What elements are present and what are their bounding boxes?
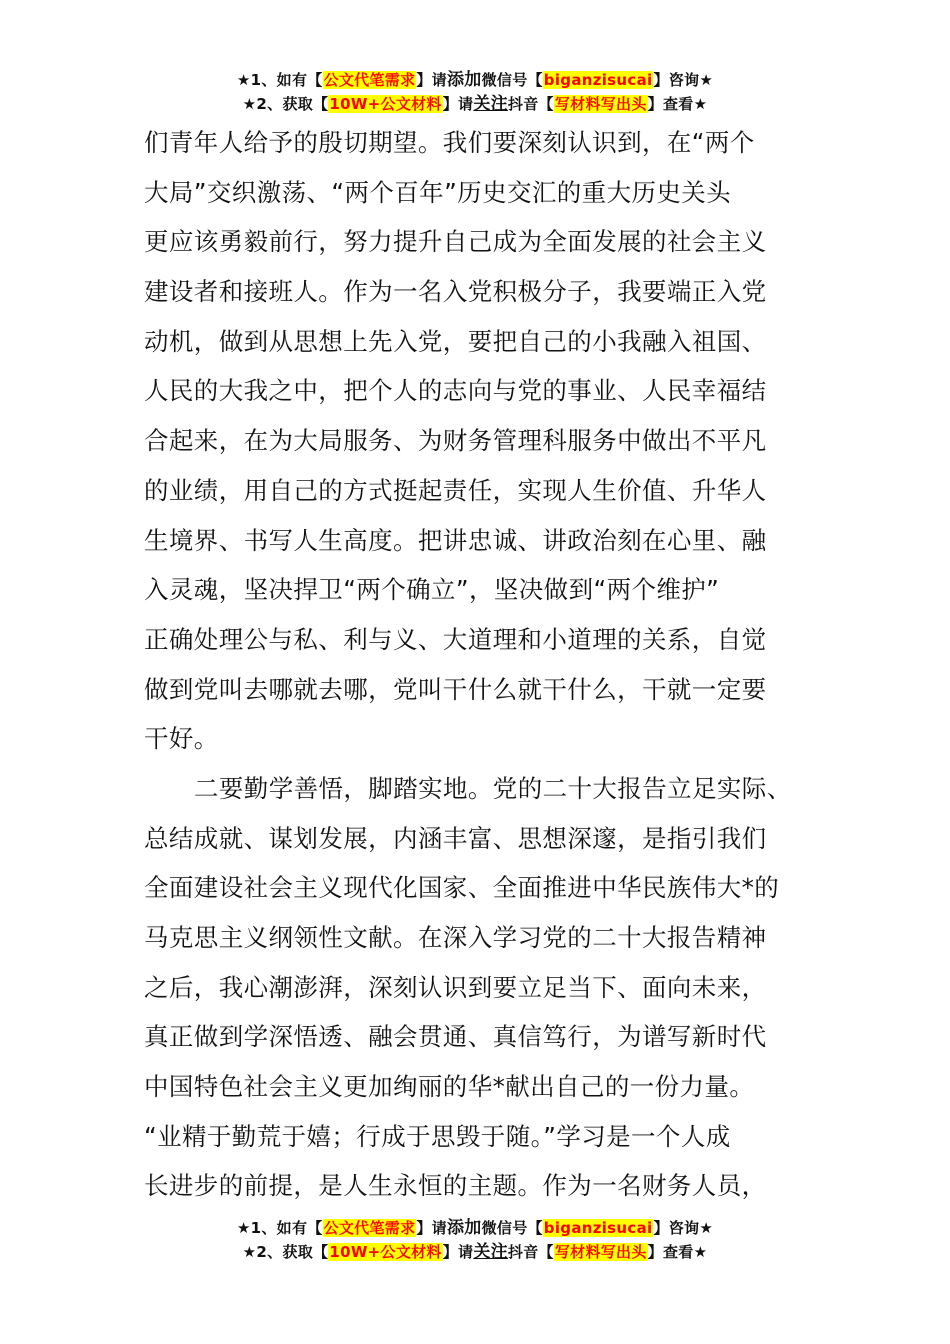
banner-text: 2、获取【 [256,1243,329,1261]
highlight-materials: 10W+公文材料 [329,1243,442,1261]
star-icon: ★ [236,71,251,89]
highlight-douyin: 写材料写出头 [554,95,647,113]
banner-text: 1、如有【 [250,1219,323,1237]
banner-line-2 [0,92,950,116]
highlight-service: 公文代笔需求 [323,1219,416,1237]
banner-text: 】查看★ [647,95,708,113]
text-line: 马克思主义纲领性文献。在深入学习党的二十大报告精神 [144,923,767,952]
highlight-materials: 10W+公文材料 [329,95,442,113]
banner-text: 】请 [442,95,474,113]
banner-line-1 [0,68,950,92]
text-line: 做到党叫去哪就去哪，党叫干什么就干什么，干就一定要 [144,674,767,704]
text-line: 人民的大我之中，把个人的志向与党的事业、人民幸福结 [144,376,767,406]
banner-line-1 [0,1216,950,1240]
text-line: 正确处理公与私、利与义、大道理和小道理的关系，自觉 [144,624,767,654]
paragraph-start-line: 二要勤学善悟，脚踏实地。党的二十大报告立足实际、 [194,773,792,803]
text-line: 合起来，在为大局服务、为财务管理科服务中做出不平凡 [144,426,767,456]
document-body [144,118,812,1211]
bottom-banner [0,1216,950,1264]
banner-emphasis: 关注 [473,94,508,114]
text-line: 们青年人给予的殷切期望。我们要深刻认识到，在“两个 [144,128,755,157]
banner-text: 】请 [416,1219,447,1237]
highlight-wechat-id: biganzisucai [543,1219,653,1237]
star-icon: ★ [236,1219,251,1237]
banner-text: 】咨询★ [653,1219,714,1237]
text-line: 建设者和接班人。作为一名入党积极分子，我要端正入党 [144,277,767,307]
text-line: 的业绩，用自己的方式挺起责任，实现人生价值、升华人 [144,475,767,505]
banner-text: 1、如有【 [250,71,323,89]
text-line: 动机，做到从思想上先入党，要把自己的小我融入祖国、 [144,326,767,356]
banner-text: 】查看★ [647,1243,708,1261]
text-line: 入灵魂，坚决捍卫“两个确立”，坚决做到“两个维护” [144,575,720,605]
text-line: 长进步的前提，是人生永恒的主题。作为一名财务人员， [144,1171,767,1201]
banner-emphasis: 关注 [473,1242,508,1262]
banner-text: 】咨询★ [653,71,714,89]
text-line: 总结成就、谋划发展，内涵丰富、思想深邃，是指引我们 [144,823,767,853]
top-banner [0,68,950,116]
star-icon: ★ [242,1243,257,1261]
text-line: “业精于勤荒于嬉；行成于思毁于随。”学习是一个人成 [144,1121,731,1151]
highlight-wechat-id: biganzisucai [543,71,653,89]
highlight-douyin: 写材料写出头 [554,1243,647,1261]
banner-text: 】请 [416,71,447,89]
text-line: 生境界、书写人生高度。把讲忠诚、讲政治刻在心里、融 [144,525,767,555]
banner-text: 微信号【 [481,1219,543,1237]
text-line: 大局”交织激荡、“两个百年”历史交汇的重大历史关头 [144,177,732,207]
banner-text: 抖音【 [507,95,554,113]
banner-line-2 [0,1240,950,1264]
text-line: 真正做到学深悟透、融会贯通、真信笃行，为谱写新时代 [144,1022,767,1052]
text-line: 更应该勇毅前行，努力提升自己成为全面发展的社会主义 [144,227,767,257]
banner-text: 微信号【 [481,71,543,89]
text-line: 干好。 [144,724,219,754]
star-icon: ★ [242,95,257,113]
highlight-service: 公文代笔需求 [323,71,416,89]
banner-emphasis: 添加 [446,1218,482,1238]
banner-text: 】请 [442,1243,474,1261]
text-line: 之后，我心潮澎湃，深刻认识到要立足当下、面向未来， [144,972,767,1002]
text-line: 全面建设社会主义现代化国家、全面推进中华民族伟大*的 [144,873,780,903]
banner-text: 抖音【 [507,1243,554,1261]
banner-emphasis: 添加 [446,70,482,90]
banner-text: 2、获取【 [256,95,329,113]
text-line: 中国特色社会主义更加绚丽的华*献出自己的一份力量。 [144,1072,755,1102]
